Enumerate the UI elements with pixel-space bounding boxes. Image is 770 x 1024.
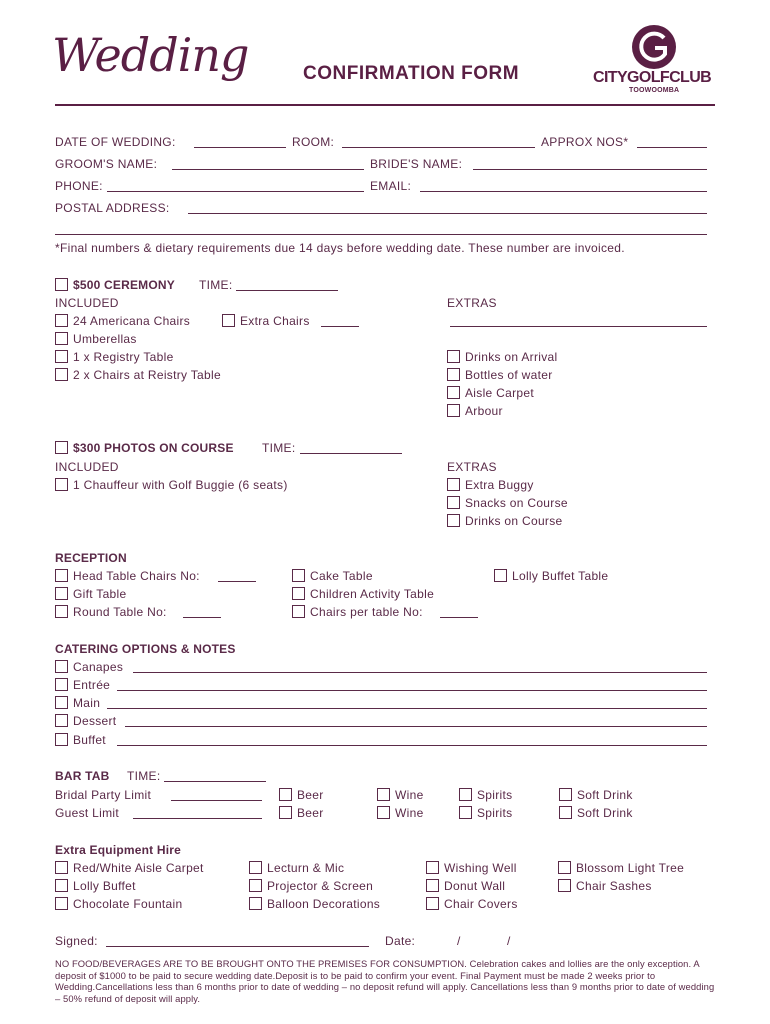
wedding-script-title: Wedding bbox=[52, 28, 249, 82]
balloon-decorations-label: Balloon Decorations bbox=[267, 897, 381, 911]
wishing-well-label: Wishing Well bbox=[444, 861, 517, 875]
postal-address-label: POSTAL ADDRESS: bbox=[55, 201, 170, 215]
guest-wine-label: Wine bbox=[395, 806, 424, 820]
chairs-per-table-label: Chairs per table No: bbox=[310, 605, 423, 619]
main-field[interactable] bbox=[107, 708, 707, 709]
umberellas-label: Umberellas bbox=[73, 332, 137, 346]
checkbox-americana-chairs[interactable] bbox=[55, 314, 68, 327]
main-label: Main bbox=[73, 696, 101, 710]
checkbox-guest-soft-drink[interactable] bbox=[559, 806, 572, 819]
bridal-soft-drink-label: Soft Drink bbox=[577, 788, 633, 802]
date-separator-1: / bbox=[457, 934, 461, 948]
checkbox-drinks-on-arrival[interactable] bbox=[447, 350, 460, 363]
dessert-label: Dessert bbox=[73, 714, 117, 728]
checkbox-extra-chairs[interactable] bbox=[222, 314, 235, 327]
bar-tab-time-field[interactable] bbox=[164, 781, 266, 782]
checkbox-head-table-chairs[interactable] bbox=[55, 569, 68, 582]
bridal-party-limit-label: Bridal Party Limit bbox=[55, 788, 152, 802]
checkbox-projector-screen[interactable] bbox=[249, 879, 262, 892]
guest-beer-label: Beer bbox=[297, 806, 324, 820]
logo-subtext: TOOWOOMBA bbox=[629, 87, 680, 94]
checkbox-children-activity-table[interactable] bbox=[292, 587, 305, 600]
round-table-label: Round Table No: bbox=[73, 605, 167, 619]
bar-tab-title: BAR TAB bbox=[55, 769, 110, 783]
lecturn-mic-label: Lecturn & Mic bbox=[267, 861, 345, 875]
date-of-wedding-label: DATE OF WEDDING: bbox=[55, 135, 176, 149]
aisle-carpet-hire-label: Red/White Aisle Carpet bbox=[73, 861, 204, 875]
bridal-beer-label: Beer bbox=[297, 788, 324, 802]
reception-title: RECEPTION bbox=[55, 551, 127, 565]
phone-field[interactable] bbox=[107, 191, 364, 192]
lolly-buffet-label: Lolly Buffet bbox=[73, 879, 136, 893]
signature-field[interactable] bbox=[106, 946, 369, 947]
checkbox-lolly-buffet-table[interactable] bbox=[494, 569, 507, 582]
guest-spirits-label: Spirits bbox=[477, 806, 513, 820]
date-separator-2: / bbox=[507, 934, 511, 948]
chauffeur-label: 1 Chauffeur with Golf Buggie (6 seats) bbox=[73, 478, 288, 492]
chair-covers-label: Chair Covers bbox=[444, 897, 518, 911]
buffet-label: Buffet bbox=[73, 733, 106, 747]
lolly-buffet-table-label: Lolly Buffet Table bbox=[512, 569, 609, 583]
registry-table-label: 1 x Registry Table bbox=[73, 350, 174, 364]
checkbox-main[interactable] bbox=[55, 696, 68, 709]
aisle-carpet-label: Aisle Carpet bbox=[465, 386, 534, 400]
ceremony-included-label: INCLUDED bbox=[55, 296, 119, 310]
checkbox-aisle-carpet-hire[interactable] bbox=[55, 861, 68, 874]
ceremony-extras-field[interactable] bbox=[450, 326, 707, 327]
chair-sashes-label: Chair Sashes bbox=[576, 879, 652, 893]
ceremony-checkbox[interactable] bbox=[55, 278, 68, 291]
checkbox-bridal-beer[interactable] bbox=[279, 788, 292, 801]
checkbox-chocolate-fountain[interactable] bbox=[55, 897, 68, 910]
photos-extras-label: EXTRAS bbox=[447, 460, 497, 474]
email-label: EMAIL: bbox=[370, 179, 412, 193]
snacks-on-course-label: Snacks on Course bbox=[465, 496, 568, 510]
checkbox-chauffeur[interactable] bbox=[55, 478, 68, 491]
bride-name-label: BRIDE'S NAME: bbox=[370, 157, 463, 171]
extra-chairs-label: Extra Chairs bbox=[240, 314, 310, 328]
equipment-title: Extra Equipment Hire bbox=[55, 843, 182, 857]
signed-label: Signed: bbox=[55, 934, 98, 948]
checkbox-arbour[interactable] bbox=[447, 404, 460, 417]
guest-limit-label: Guest Limit bbox=[55, 806, 119, 820]
golf-ball-logo-icon bbox=[630, 24, 678, 70]
chocolate-fountain-label: Chocolate Fountain bbox=[73, 897, 183, 911]
drinks-on-course-label: Drinks on Course bbox=[465, 514, 563, 528]
bar-tab-time-label: TIME: bbox=[127, 769, 161, 783]
checkbox-wishing-well[interactable] bbox=[426, 861, 439, 874]
checkbox-guest-spirits[interactable] bbox=[459, 806, 472, 819]
guest-soft-drink-label: Soft Drink bbox=[577, 806, 633, 820]
groom-name-field[interactable] bbox=[172, 169, 364, 170]
room-label: ROOM: bbox=[292, 135, 335, 149]
arbour-label: Arbour bbox=[465, 404, 503, 418]
guest-limit-field[interactable] bbox=[133, 818, 262, 819]
checkbox-balloon-decorations[interactable] bbox=[249, 897, 262, 910]
checkbox-bottles-of-water[interactable] bbox=[447, 368, 460, 381]
children-activity-table-label: Children Activity Table bbox=[310, 587, 435, 601]
checkbox-lolly-buffet[interactable] bbox=[55, 879, 68, 892]
checkbox-gift-table[interactable] bbox=[55, 587, 68, 600]
ceremony-time-field[interactable] bbox=[236, 290, 338, 291]
checkbox-guest-beer[interactable] bbox=[279, 806, 292, 819]
groom-name-label: GROOM'S NAME: bbox=[55, 157, 158, 171]
catering-title: CATERING OPTIONS & NOTES bbox=[55, 642, 236, 656]
extra-chairs-field[interactable] bbox=[321, 326, 359, 327]
extra-buggy-label: Extra Buggy bbox=[465, 478, 534, 492]
head-table-chairs-field[interactable] bbox=[218, 581, 256, 582]
canapes-label: Canapes bbox=[73, 660, 124, 674]
final-numbers-note: *Final numbers & dietary requirements due 14 days before wedding date. These number are invoiced. bbox=[55, 241, 625, 255]
checkbox-entree[interactable] bbox=[55, 678, 68, 691]
bridal-wine-label: Wine bbox=[395, 788, 424, 802]
photos-title: $300 PHOTOS ON COURSE bbox=[73, 441, 234, 455]
checkbox-extra-buggy[interactable] bbox=[447, 478, 460, 491]
date-of-wedding-field[interactable] bbox=[194, 147, 286, 148]
gift-table-label: Gift Table bbox=[73, 587, 127, 601]
checkbox-snacks-on-course[interactable] bbox=[447, 496, 460, 509]
bottles-of-water-label: Bottles of water bbox=[465, 368, 553, 382]
checkbox-blossom-light-tree[interactable] bbox=[558, 861, 571, 874]
chairs-per-table-field[interactable] bbox=[440, 617, 478, 618]
americana-chairs-label: 24 Americana Chairs bbox=[73, 314, 191, 328]
room-field[interactable] bbox=[342, 147, 535, 148]
approx-nos-field[interactable] bbox=[637, 147, 707, 148]
entree-label: Entrée bbox=[73, 678, 111, 692]
buffet-field[interactable] bbox=[117, 745, 707, 746]
bridal-spirits-label: Spirits bbox=[477, 788, 513, 802]
postal-address-field[interactable] bbox=[188, 213, 707, 214]
checkbox-registry-chairs[interactable] bbox=[55, 368, 68, 381]
checkbox-aisle-carpet[interactable] bbox=[447, 386, 460, 399]
checkbox-dessert[interactable] bbox=[55, 714, 68, 727]
ceremony-title: $500 CEREMONY bbox=[73, 278, 175, 292]
photos-time-field[interactable] bbox=[300, 453, 402, 454]
photos-checkbox[interactable] bbox=[55, 441, 68, 454]
canapes-field[interactable] bbox=[133, 672, 707, 673]
checkbox-bridal-soft-drink[interactable] bbox=[559, 788, 572, 801]
ceremony-extras-label: EXTRAS bbox=[447, 296, 497, 310]
bride-name-field[interactable] bbox=[473, 169, 707, 170]
postal-address-field-line-2[interactable] bbox=[55, 234, 707, 235]
blossom-light-tree-label: Blossom Light Tree bbox=[576, 861, 685, 875]
checkbox-registry-table[interactable] bbox=[55, 350, 68, 363]
checkbox-buffet[interactable] bbox=[55, 733, 68, 746]
photos-time-label: TIME: bbox=[262, 441, 296, 455]
ceremony-time-label: TIME: bbox=[199, 278, 233, 292]
checkbox-chair-covers[interactable] bbox=[426, 897, 439, 910]
checkbox-guest-wine[interactable] bbox=[377, 806, 390, 819]
approx-nos-label: APPROX NOS* bbox=[541, 135, 629, 149]
projector-screen-label: Projector & Screen bbox=[267, 879, 374, 893]
cake-table-label: Cake Table bbox=[310, 569, 373, 583]
checkbox-chair-sashes[interactable] bbox=[558, 879, 571, 892]
head-table-chairs-label: Head Table Chairs No: bbox=[73, 569, 200, 583]
dessert-field[interactable] bbox=[125, 726, 707, 727]
checkbox-umberellas[interactable] bbox=[55, 332, 68, 345]
logo-text: CITYGOLFCLUB bbox=[593, 69, 712, 86]
checkbox-donut-wall[interactable] bbox=[426, 879, 439, 892]
email-field[interactable] bbox=[420, 191, 707, 192]
checkbox-round-table[interactable] bbox=[55, 605, 68, 618]
checkbox-canapes[interactable] bbox=[55, 660, 68, 673]
round-table-field[interactable] bbox=[183, 617, 221, 618]
drinks-on-arrival-label: Drinks on Arrival bbox=[465, 350, 558, 364]
checkbox-bridal-spirits[interactable] bbox=[459, 788, 472, 801]
form-title: CONFIRMATION FORM bbox=[303, 63, 520, 84]
checkbox-bridal-wine[interactable] bbox=[377, 788, 390, 801]
checkbox-lecturn-mic[interactable] bbox=[249, 861, 262, 874]
photos-included-label: INCLUDED bbox=[55, 460, 119, 474]
signature-date-label: Date: bbox=[385, 934, 416, 948]
bridal-party-limit-field[interactable] bbox=[171, 800, 262, 801]
terms-footer: NO FOOD/BEVERAGES ARE TO BE BROUGHT ONTO THE PREMISES FOR CONSUMPTION. Celebration cakes and lollies are the only exception. A deposit of $1000 to be paid to secure wedding date.Deposit is to be paid to confirm your event. Final Payment must be made 2 weeks prior to Wedding.Cancellations less than 6 months prior to date of wedding – no deposit refund will apply. Cancellations less than 9 months prior to date of wedding – 50% refund of deposit will apply. bbox=[55, 958, 715, 1004]
header-divider bbox=[55, 104, 715, 106]
registry-chairs-label: 2 x Chairs at Reistry Table bbox=[73, 368, 221, 382]
checkbox-drinks-on-course[interactable] bbox=[447, 514, 460, 527]
checkbox-chairs-per-table[interactable] bbox=[292, 605, 305, 618]
entree-field[interactable] bbox=[117, 690, 707, 691]
phone-label: PHONE: bbox=[55, 179, 103, 193]
donut-wall-label: Donut Wall bbox=[444, 879, 506, 893]
checkbox-cake-table[interactable] bbox=[292, 569, 305, 582]
